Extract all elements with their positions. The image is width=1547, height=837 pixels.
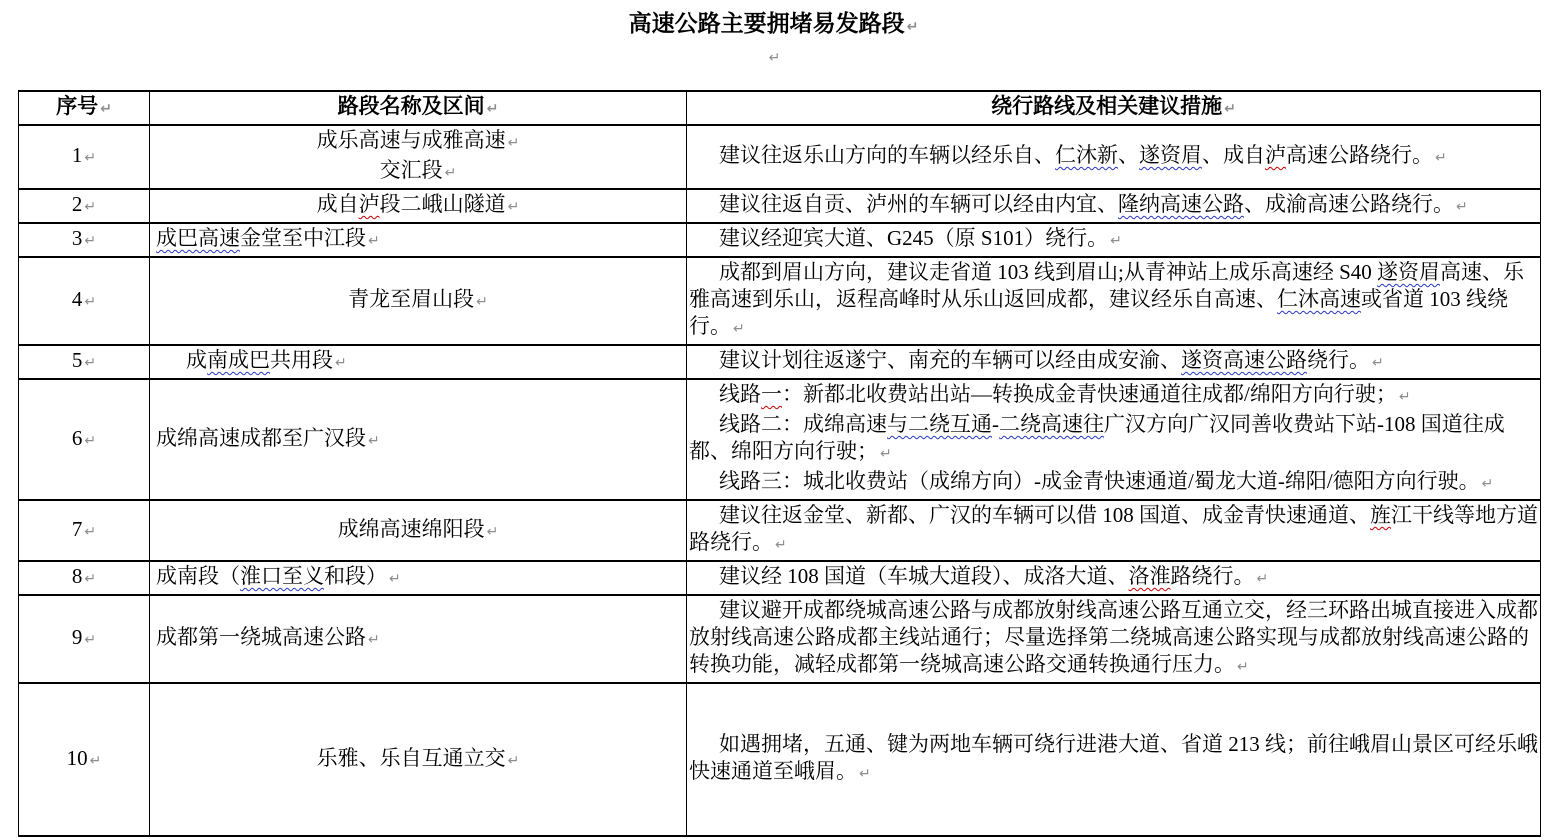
detour-advice-cell	[687, 223, 1541, 257]
paragraph-mark-icon: ↵	[906, 19, 919, 35]
section-name-paragraph	[152, 191, 684, 221]
text-run: 4	[71, 287, 83, 311]
paragraph-mark-icon: ↵	[486, 523, 499, 540]
row-number	[21, 563, 147, 593]
paragraph-mark-icon: ↵	[89, 752, 102, 769]
paragraph-mark-icon: ↵	[389, 571, 401, 587]
row-number	[21, 286, 147, 316]
text-run: 成自	[316, 192, 359, 216]
paragraph-mark-icon: ↵	[476, 294, 488, 310]
text-run: 10	[66, 745, 88, 770]
paragraph-mark-icon: ↵	[84, 571, 97, 587]
paragraph-mark-icon: ↵	[1256, 571, 1269, 587]
detour-advice-cell	[687, 257, 1541, 345]
text-run: 、成自	[1202, 143, 1265, 167]
text-run: 9	[71, 625, 83, 649]
misspelled-text: 仁沐新	[1055, 143, 1118, 167]
section-name-cell	[150, 595, 687, 683]
paragraph-mark-icon: ↵	[1110, 233, 1122, 249]
misspelled-text: 仁沐高速	[1277, 287, 1361, 311]
section-name-paragraph	[152, 624, 684, 654]
page-title-text: 高速公路主要拥堵易发路段	[628, 11, 905, 36]
text-run: 成绵高速绵阳段	[337, 516, 485, 541]
table-row	[19, 345, 1541, 379]
misspelled-text: 成巴高速	[156, 226, 240, 250]
text-run: 成都到眉山方向，建议走省道 103 线到眉山;从青神站上成乐高速经 S40	[719, 260, 1378, 284]
congestion-table	[18, 90, 1541, 837]
page-title	[0, 10, 1547, 41]
row-number-cell	[19, 345, 150, 379]
text-run: 3	[71, 226, 83, 250]
misspelled-text: 旌	[1370, 503, 1391, 527]
table-header-row	[19, 91, 1541, 125]
text-run: 5	[71, 348, 83, 372]
text-run: 线路二：成绵高速	[719, 412, 887, 436]
table-row	[19, 561, 1541, 595]
text-run: ：新都北收费站出站—转换成金青快速通道往成都/绵阳方向行驶；	[782, 382, 1397, 406]
header-detour-advice: 绕行路线及相关建议措施 ↵	[687, 91, 1541, 125]
paragraph-mark-icon: ↵	[775, 537, 787, 553]
paragraph-mark-icon: ↵	[368, 233, 380, 249]
detour-advice-paragraph	[689, 502, 1538, 559]
text-run: 、	[1118, 143, 1139, 167]
paragraph-mark-icon: ↵	[768, 50, 781, 66]
section-name-paragraph	[152, 347, 684, 377]
row-number-cell	[19, 561, 150, 595]
paragraph-mark-icon: ↵	[84, 632, 97, 648]
text-run: 金堂至中江段	[240, 226, 366, 250]
paragraph-mark-icon: ↵	[84, 199, 97, 215]
table-row	[19, 683, 1541, 836]
paragraph-mark-icon: ↵	[84, 432, 97, 449]
row-number-cell	[19, 595, 150, 683]
detour-advice-cell	[687, 500, 1541, 561]
paragraph-mark-icon: ↵	[486, 101, 499, 117]
text-run: 交汇段	[379, 158, 443, 182]
paragraph-mark-icon: ↵	[84, 355, 97, 371]
paragraph-mark-icon: ↵	[880, 446, 892, 462]
text-run: 高速公路绕行。	[1286, 143, 1433, 167]
detour-advice-paragraph	[689, 411, 1538, 468]
detour-advice-cell	[687, 125, 1541, 189]
detour-advice-paragraph	[689, 225, 1538, 255]
paragraph-mark-icon: ↵	[1456, 199, 1468, 215]
paragraph-mark-icon: ↵	[368, 632, 380, 648]
text-run: -	[992, 412, 999, 436]
row-number-cell	[19, 189, 150, 223]
misspelled-text: 与二绕互通	[887, 412, 992, 436]
paragraph-mark-icon: ↵	[100, 101, 112, 117]
header-section-name: 路段名称及区间 ↵	[150, 91, 687, 125]
table-row	[19, 125, 1541, 189]
text-run: 段二峨山隧道	[379, 192, 506, 216]
paragraph-mark-icon: ↵	[84, 294, 97, 310]
section-name-paragraph	[152, 425, 684, 455]
detour-advice-cell	[687, 345, 1541, 379]
text-run: 路绕行。	[1170, 564, 1255, 588]
detour-advice-cell	[687, 189, 1541, 223]
row-number-cell	[19, 379, 150, 500]
section-name-paragraph	[152, 563, 684, 593]
row-number	[21, 745, 147, 775]
paragraph-mark-icon: ↵	[335, 355, 347, 371]
text-run: 2	[71, 192, 83, 216]
detour-advice-paragraph	[689, 731, 1538, 788]
text-run: 1	[71, 143, 83, 167]
empty-paragraph	[0, 41, 1547, 75]
paragraph-mark-icon: ↵	[1435, 150, 1447, 166]
misspelled-text: 南成巴	[207, 348, 270, 372]
text-run: 线路	[719, 382, 761, 406]
paragraph-mark-icon: ↵	[1398, 389, 1411, 405]
text-run: 共用段	[270, 348, 333, 372]
detour-advice-paragraph	[689, 563, 1538, 593]
misspelled-text: 淮口至义	[240, 564, 324, 588]
row-number-cell	[19, 683, 150, 836]
table-row	[19, 257, 1541, 345]
detour-advice-cell	[687, 683, 1541, 836]
text-run: 6	[71, 425, 83, 450]
section-name-paragraph	[152, 286, 684, 316]
row-number	[21, 425, 147, 455]
row-number	[21, 191, 147, 221]
text-run: 建议往返自贡、泸州的车辆可以经由内宜、	[719, 192, 1118, 216]
paragraph-mark-icon: ↵	[84, 523, 97, 540]
detour-advice-cell	[687, 379, 1541, 500]
text-run: 乐雅、乐自互通立交	[316, 745, 506, 770]
text-run: 、成渝高速公路绕行。	[1244, 192, 1454, 216]
misspelled-text: 二绕高速往	[999, 412, 1104, 436]
detour-advice-paragraph	[689, 142, 1538, 172]
detour-advice-paragraph	[689, 347, 1538, 377]
misspelled-text: 遂资高速公路	[1181, 348, 1307, 372]
text-run: 高速、乐雅高速到乐山，返程高峰时从乐山返回成都，建议经乐自高速、	[689, 260, 1525, 311]
paragraph-mark-icon: ↵	[859, 766, 871, 782]
section-name-cell	[150, 683, 687, 836]
text-run: 建议经 108 国道（车城大道段）、成洛大道、	[719, 564, 1129, 588]
text-run: 和段）	[324, 564, 387, 588]
text-run: 成南段（	[156, 564, 240, 588]
section-name-paragraph	[152, 225, 684, 255]
text-run: 成都第一绕城高速公路	[156, 625, 366, 649]
text-run: 成	[186, 348, 207, 372]
misspelled-text: 泸	[1265, 143, 1286, 167]
section-name-paragraph	[152, 157, 684, 187]
text-run: 7	[71, 516, 83, 541]
table-body	[19, 125, 1541, 836]
text-run: 绕行。	[1307, 348, 1370, 372]
row-number-cell	[19, 500, 150, 561]
section-name-cell	[150, 379, 687, 500]
table-row	[19, 500, 1541, 561]
text-run: 建议往返金堂、新都、广汉的车辆可以借 108 国道、成金青快速通道、	[719, 503, 1370, 527]
detour-advice-paragraph	[689, 468, 1538, 498]
document-page	[0, 10, 1547, 837]
text-run: 或省道 103 线绕行。	[689, 287, 1508, 338]
table-row	[19, 379, 1541, 500]
text-run: 如遇拥堵，五通、键为两地车辆可绕行进港大道、省道 213 线；前往峨眉山景区可经乐峨快速通道至峨眉。	[689, 732, 1538, 783]
section-name-cell	[150, 189, 687, 223]
misspelled-text: 遂资眉	[1377, 260, 1441, 284]
misspelled-text: 一	[761, 382, 782, 406]
detour-advice-paragraph	[689, 381, 1538, 411]
section-name-cell	[150, 345, 687, 379]
text-run: 成绵高速成都至广汉段	[156, 425, 366, 450]
text-run: 建议经迎宾大道、G245（原 S101）绕行。	[719, 226, 1109, 250]
row-number	[21, 347, 147, 377]
table-row	[19, 595, 1541, 683]
text-run: 广汉方向广汉同善收费站下站-108 国道往成都、绵阳方向行驶；	[689, 412, 1505, 463]
paragraph-mark-icon: ↵	[1481, 476, 1494, 492]
paragraph-mark-icon: ↵	[1372, 355, 1384, 371]
section-name-cell	[150, 561, 687, 595]
paragraph-mark-icon: ↵	[1224, 101, 1236, 117]
text-run: 线路三：城北收费站（成绵方向）-成金青快速通道/蜀龙大道-绵阳/德阳方向行驶。	[719, 469, 1480, 493]
text-run: 青龙至眉山段	[348, 287, 475, 311]
section-name-paragraph	[152, 127, 684, 157]
paragraph-mark-icon: ↵	[507, 752, 520, 769]
text-run: 8	[71, 564, 83, 588]
section-name-paragraph	[152, 745, 684, 775]
section-name-cell	[150, 125, 687, 189]
paragraph-mark-icon: ↵	[444, 165, 457, 181]
text-run: 建议往返乐山方向的车辆以经乐自、	[719, 143, 1055, 167]
row-number	[21, 624, 147, 654]
row-number	[21, 142, 147, 172]
paragraph-mark-icon: ↵	[733, 321, 745, 337]
paragraph-mark-icon: ↵	[368, 432, 380, 449]
row-number	[21, 516, 147, 546]
text-run: 江干线等地方道路绕行。	[689, 503, 1538, 554]
paragraph-mark-icon: ↵	[84, 233, 97, 249]
section-name-cell	[150, 500, 687, 561]
misspelled-text: 洛淮	[1128, 564, 1171, 588]
misspelled-text: 遂资眉	[1139, 143, 1202, 167]
paragraph-mark-icon: ↵	[1237, 659, 1249, 675]
section-name-cell	[150, 257, 687, 345]
detour-advice-paragraph	[689, 191, 1538, 221]
paragraph-mark-icon: ↵	[84, 150, 97, 166]
row-number-cell	[19, 257, 150, 345]
header-serial-number: 序号 ↵	[19, 91, 150, 125]
row-number-cell	[19, 125, 150, 189]
detour-advice-paragraph	[689, 259, 1538, 343]
text-run: 成乐高速与成雅高速	[316, 128, 506, 152]
table-row	[19, 189, 1541, 223]
detour-advice-paragraph	[689, 597, 1538, 681]
row-number	[21, 225, 147, 255]
row-number-cell	[19, 223, 150, 257]
table-row	[19, 223, 1541, 257]
section-name-cell	[150, 223, 687, 257]
misspelled-text: 泸	[358, 192, 380, 216]
misspelled-text: 隆纳高速公路	[1118, 192, 1244, 216]
detour-advice-cell	[687, 595, 1541, 683]
text-run: 建议计划往返遂宁、南充的车辆可以经由成安渝、	[719, 348, 1181, 372]
detour-advice-cell	[687, 561, 1541, 595]
paragraph-mark-icon: ↵	[507, 135, 520, 151]
paragraph-mark-icon: ↵	[507, 199, 520, 215]
section-name-paragraph	[152, 516, 684, 546]
text-run: 建议避开成都绕城高速公路与成都放射线高速公路互通立交，经三环路出城直接进入成都放射线高速公路成都主线站通行；尽量选择第二绕城高速公路实现与成都放射线高速公路的转换功能，减轻成都第一绕城高速公路交通转换通行压力。	[689, 598, 1538, 676]
